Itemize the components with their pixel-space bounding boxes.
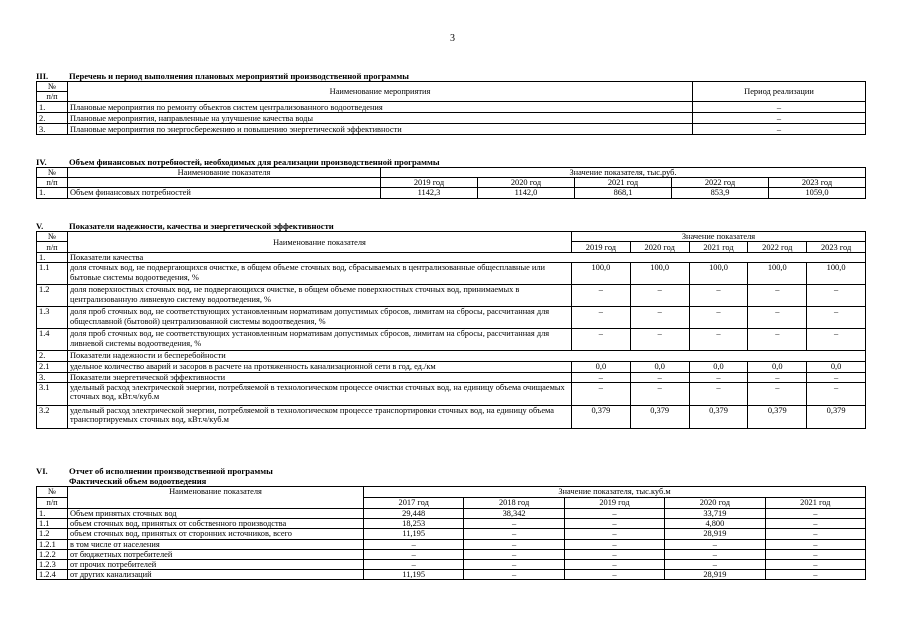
table-row — [37, 351, 866, 361]
table-row — [37, 124, 866, 135]
row-value: – — [464, 529, 564, 539]
row-value: – — [630, 372, 689, 382]
row-value: 33,719 — [665, 509, 765, 519]
row-name: объем сточных вод, принятых от сторонних источников, всего — [68, 529, 364, 539]
header-period: Период реализации — [693, 82, 866, 102]
row-value: 0,379 — [572, 405, 631, 428]
row-name: Плановые мероприятия по энергосбережению и повышению энергетической эффективности — [68, 124, 693, 135]
table-row — [37, 285, 866, 307]
row-number: 1. — [37, 253, 68, 263]
row-value: – — [464, 539, 564, 549]
row-value: – — [364, 549, 464, 559]
row-value: 0,0 — [572, 361, 631, 372]
table-row — [37, 361, 866, 372]
page-number: 3 — [450, 33, 455, 44]
row-number: 3. — [37, 124, 68, 135]
section-5 — [36, 221, 866, 429]
row-value: 100,0 — [748, 263, 807, 285]
section-3-heading — [36, 71, 866, 81]
row-number: 3.2 — [37, 405, 68, 428]
section-4-title: Объем финансовых потребностей, необходимых для реализации производственной программы — [69, 157, 440, 167]
row-number: 1.1 — [37, 263, 68, 285]
table-row — [37, 102, 866, 113]
row-number: 1. — [37, 102, 68, 113]
section-3-number: III. — [36, 71, 49, 81]
header-value: Значение показателя, тыс.руб. — [381, 168, 866, 178]
row-number: 1.1 — [37, 519, 68, 529]
header-no: № — [37, 168, 68, 178]
row-value: – — [364, 539, 464, 549]
row-value: 28,919 — [665, 529, 765, 539]
row-number: 1.2.2 — [37, 549, 68, 559]
year-header: 2019 год — [381, 178, 478, 188]
row-value: – — [765, 519, 865, 529]
row-value: – — [630, 382, 689, 405]
row-value: – — [564, 570, 664, 580]
table-row — [37, 529, 866, 539]
row-name: Объем финансовых потребностей — [68, 188, 381, 198]
row-value: 29,448 — [364, 509, 464, 519]
header-no: № — [37, 487, 68, 498]
row-value: 0,379 — [689, 405, 748, 428]
row-name: от других канализаций — [68, 570, 364, 580]
row-value: – — [689, 372, 748, 382]
row-name: от бюджетных потребителей — [68, 549, 364, 559]
section-6-title: Отчет об исполнении производственной программы — [69, 466, 273, 476]
section-4-heading — [36, 157, 866, 167]
year-header: 2023 год — [807, 242, 866, 253]
row-value: – — [807, 382, 866, 405]
header-no: № — [37, 82, 68, 92]
row-value: – — [564, 519, 664, 529]
year-header: 2020 год — [630, 242, 689, 253]
row-name: Показатели качества — [68, 253, 866, 263]
row-value: 28,919 — [665, 570, 765, 580]
table-row — [37, 307, 866, 329]
row-value: – — [748, 372, 807, 382]
section-6-table — [36, 486, 866, 580]
table-row — [37, 188, 866, 198]
table-row — [37, 372, 866, 382]
row-value: – — [572, 382, 631, 405]
row-name: объем сточных вод, принятых от собственного производства — [68, 519, 364, 529]
row-value: – — [807, 372, 866, 382]
row-value: 868,1 — [575, 188, 672, 198]
row-value: – — [689, 382, 748, 405]
header-value: Значение показателя, тыс.куб.м — [364, 487, 866, 498]
table-row — [37, 549, 866, 559]
table-row — [37, 329, 866, 351]
table-row — [37, 570, 866, 580]
row-number: 1.2.1 — [37, 539, 68, 549]
table-row — [37, 560, 866, 570]
row-value: – — [807, 329, 866, 351]
row-value: – — [464, 570, 564, 580]
row-number: 1.2.3 — [37, 560, 68, 570]
row-name: удельное количество аварий и засоров в расчете на протяженность канализационной сети в год, ед./км — [68, 361, 572, 372]
row-number: 1.2 — [37, 285, 68, 307]
row-value: 38,342 — [464, 509, 564, 519]
row-name: доля поверхностных сточных вод, не подвергающихся очистке, в общем объеме поверхностных сточных вод, принимаемых в централизованную ливневую систему водоотведения, % — [68, 285, 572, 307]
year-header: 2021 год — [689, 242, 748, 253]
row-name: доля сточных вод, не подвергающихся очистке, в общем объеме сточных вод, сбрасываемых в централизованные общесплавные или бытовые системы водоотведения, % — [68, 263, 572, 285]
header-no-sub: п/п — [37, 178, 68, 188]
header-no-sub: п/п — [37, 92, 68, 102]
header-no-sub: п/п — [37, 498, 68, 509]
year-header: 2020 год — [478, 178, 575, 188]
section-3-table — [36, 81, 866, 135]
row-name: от прочих потребителей — [68, 560, 364, 570]
year-header: 2020 год — [665, 498, 765, 509]
row-name: удельный расход электрической энергии, потребляемой в технологическом процессе очистки сточных вод, на единицу объема очищаемых сточных вод, кВт.ч/куб.м — [68, 382, 572, 405]
row-number: 2.1 — [37, 361, 68, 372]
row-value: 1059,0 — [769, 188, 866, 198]
row-name: в том числе от населения — [68, 539, 364, 549]
row-value: – — [572, 285, 631, 307]
section-4-table — [36, 167, 866, 199]
row-value: – — [464, 519, 564, 529]
row-name: Плановые мероприятия, направленные на улучшение качества воды — [68, 113, 693, 124]
row-name: Плановые мероприятия по ремонту объектов систем централизованного водоотведения — [68, 102, 693, 113]
year-header: 2019 год — [564, 498, 664, 509]
row-value: – — [572, 372, 631, 382]
row-number: 1.2 — [37, 529, 68, 539]
row-number: 1.2.4 — [37, 570, 68, 580]
row-value: – — [564, 560, 664, 570]
table-row — [37, 253, 866, 263]
table-row — [37, 263, 866, 285]
row-value: – — [564, 529, 664, 539]
row-value: – — [364, 560, 464, 570]
row-value: – — [689, 307, 748, 329]
row-value: – — [464, 549, 564, 559]
row-value: – — [665, 549, 765, 559]
row-value: – — [807, 285, 866, 307]
row-value: – — [765, 539, 865, 549]
section-3-title: Перечень и период выполнения плановых мероприятий производственной программы — [69, 71, 409, 81]
row-value: – — [630, 329, 689, 351]
row-value: – — [572, 307, 631, 329]
row-value: 11,195 — [364, 570, 464, 580]
row-value: – — [572, 329, 631, 351]
header-name: Наименование показателя — [68, 487, 364, 509]
row-value: – — [564, 539, 664, 549]
section-6-heading — [36, 466, 866, 476]
row-value: 0,0 — [748, 361, 807, 372]
section-5-number: V. — [36, 221, 44, 231]
row-value: – — [748, 382, 807, 405]
row-value: 4,800 — [665, 519, 765, 529]
year-header: 2021 год — [575, 178, 672, 188]
row-value: – — [765, 509, 865, 519]
year-header: 2021 год — [765, 498, 865, 509]
row-value: 0,379 — [748, 405, 807, 428]
row-value: 1142,3 — [381, 188, 478, 198]
row-value: – — [630, 307, 689, 329]
year-header: 2019 год — [572, 242, 631, 253]
section-3 — [36, 71, 866, 135]
row-value: 853,9 — [672, 188, 769, 198]
row-value: 0,0 — [807, 361, 866, 372]
row-number: 1. — [37, 188, 68, 198]
row-value: – — [748, 307, 807, 329]
row-value: 100,0 — [689, 263, 748, 285]
row-number: 1. — [37, 509, 68, 519]
section-5-table — [36, 231, 866, 429]
row-value: – — [464, 560, 564, 570]
row-value: 11,195 — [364, 529, 464, 539]
header-name: Наименование показателя — [68, 232, 572, 253]
row-value: – — [564, 549, 664, 559]
row-name: Показатели надежности и бесперебойности — [68, 351, 866, 361]
row-value: 1142,0 — [478, 188, 575, 198]
row-value: – — [689, 329, 748, 351]
row-value: – — [748, 285, 807, 307]
row-value: 0,0 — [689, 361, 748, 372]
section-5-title: Показатели надежности, качества и энергетической эффективности — [69, 221, 334, 231]
row-period: – — [693, 113, 866, 124]
row-name: Показатели энергетической эффективности — [68, 372, 572, 382]
table-row — [37, 509, 866, 519]
row-value: – — [564, 509, 664, 519]
row-value: 0,379 — [807, 405, 866, 428]
section-5-heading — [36, 221, 866, 231]
row-value: – — [807, 307, 866, 329]
row-value: 100,0 — [630, 263, 689, 285]
row-value: – — [765, 560, 865, 570]
table-row — [37, 382, 866, 405]
row-value: 0,379 — [630, 405, 689, 428]
row-name: доля проб сточных вод, не соответствующих установленным нормативам допустимых сбросов, лимитам на сбросы, рассчитанная для общесплавной (бытовой) централизованной системы водоотведения, % — [68, 307, 572, 329]
row-number: 2. — [37, 113, 68, 124]
header-name: Наименование мероприятия — [68, 82, 693, 102]
table-row — [37, 405, 866, 428]
row-name: доля проб сточных вод, не соответствующих установленным нормативам допустимых сбросов, лимитам на сбросы, рассчитанная для ливневой системы водоотведения, % — [68, 329, 572, 351]
row-value: 0,0 — [630, 361, 689, 372]
section-4 — [36, 157, 866, 199]
row-value: 100,0 — [572, 263, 631, 285]
row-value: 100,0 — [807, 263, 866, 285]
row-value: – — [689, 285, 748, 307]
header-no-sub: п/п — [37, 242, 68, 253]
row-value: – — [665, 560, 765, 570]
row-value: – — [665, 539, 765, 549]
section-6 — [36, 466, 866, 580]
row-number: 2. — [37, 351, 68, 361]
row-value: – — [630, 285, 689, 307]
section-4-number: IV. — [36, 157, 47, 167]
year-header: 2018 год — [464, 498, 564, 509]
header-value: Значение показателя — [572, 232, 866, 242]
table-row — [37, 539, 866, 549]
header-name: Наименование показателя — [68, 168, 381, 178]
row-value: – — [765, 549, 865, 559]
year-header: 2023 год — [769, 178, 866, 188]
table-row — [37, 113, 866, 124]
row-value: – — [765, 570, 865, 580]
row-name: удельный расход электрической энергии, потребляемой в технологическом процессе транспортировки сточных вод, на единицу объема транспортируемых сточных вод, кВт.ч/куб.м — [68, 405, 572, 428]
year-header: 2017 год — [364, 498, 464, 509]
row-name: Объем принятых сточных вод — [68, 509, 364, 519]
row-period: – — [693, 102, 866, 113]
row-number: 1.3 — [37, 307, 68, 329]
row-value: 18,253 — [364, 519, 464, 529]
row-value: – — [748, 329, 807, 351]
year-header: 2022 год — [672, 178, 769, 188]
row-period: – — [693, 124, 866, 135]
row-number: 1.4 — [37, 329, 68, 351]
row-number: 3. — [37, 372, 68, 382]
row-number: 3.1 — [37, 382, 68, 405]
section-6-subtitle: Фактический объем водоотведения — [69, 476, 207, 486]
row-value: – — [765, 529, 865, 539]
year-header: 2022 год — [748, 242, 807, 253]
table-row — [37, 519, 866, 529]
header-no: № — [37, 232, 68, 242]
section-6-number: VI. — [36, 466, 48, 476]
